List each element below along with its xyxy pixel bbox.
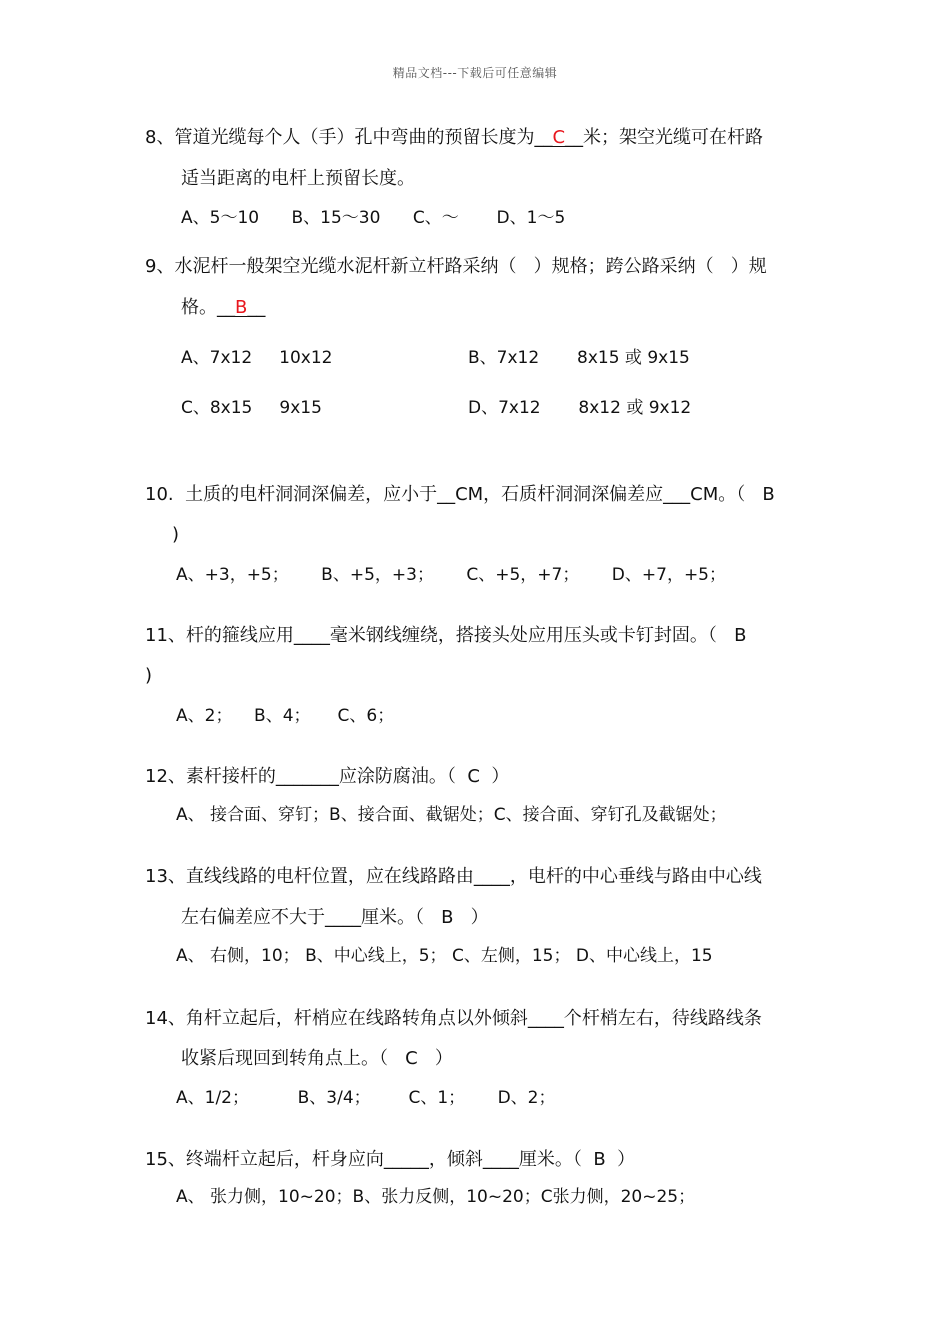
q8-text-post: 米；架空光缆可在杆路 bbox=[583, 127, 764, 148]
q12-options: A、 接合面、穿钉；B、接合面、截锯处；C、接合面、穿钉孔及截锯处； bbox=[176, 805, 727, 825]
q11-line2: ) bbox=[145, 665, 153, 686]
q13-line1: 13、直线线路的电杆位置，应在线路路由____，电杆的中心垂线与路由中心线 bbox=[145, 866, 762, 887]
q10-options: A、+3，+5； B、+5，+3； C、+5，+7； D、+7，+5； bbox=[176, 565, 727, 585]
q8-answer: C bbox=[552, 127, 566, 148]
q14-line2: 收紧后现回到转角点上。（ C ） bbox=[181, 1048, 453, 1069]
q9-text-pre: 格。 bbox=[181, 297, 217, 318]
q9-answer: B bbox=[235, 297, 248, 318]
q14-line1: 14、角杆立起后，杆梢应在线路转角点以外倾斜____个杆梢左右，待线路线条 bbox=[145, 1008, 762, 1029]
q8-text-pre: 8、管道光缆每个人（手）孔中弯曲的预留长度为 bbox=[145, 127, 535, 148]
q11-line1: 11、杆的箍线应用____毫米钢线缠绕，搭接头处应用压头或卡钉封固。（ B bbox=[145, 625, 747, 646]
q13-line2: 左右偏差应不大于____厘米。（ B ） bbox=[181, 907, 489, 928]
page-header: 精品文档---下载后可任意编辑 bbox=[392, 66, 558, 80]
q10-line1: 10. 土质的电杆洞洞深偏差，应小于__CM，石质杆洞洞深偏差应___CM。（ B bbox=[145, 484, 775, 505]
q13-options: A、 右侧，10； B、中心线上，5； C、左侧，15； D、中心线上，15 bbox=[176, 946, 713, 966]
q8-line2: 适当距离的电杆上预留长度。 bbox=[181, 168, 415, 189]
q10-line2: ) bbox=[172, 524, 180, 545]
q8-options: A、5～10 B、15～30 C、～ D、1～5 bbox=[181, 208, 566, 228]
q14-options: A、1/2； B、3/4； C、1； D、2； bbox=[176, 1088, 556, 1108]
q9-line2 bbox=[181, 296, 265, 320]
q11-options: A、2； B、4； C、6； bbox=[176, 706, 395, 726]
q12-line1: 12、素杆接杆的_______应涂防腐油。（ C ） bbox=[145, 766, 510, 787]
q9-option-d: D、7x12 8x12 或 9x12 bbox=[468, 398, 692, 418]
q8-answer-blank: __C__ bbox=[534, 127, 584, 148]
q9-option-a: A、7x12 10x12 bbox=[181, 348, 333, 368]
q9-line1: 9、水泥杆一般架空光缆水泥杆新立杆路采纳（ ）规格；跨公路采纳（ ）规 bbox=[145, 256, 767, 277]
q9-option-c: C、8x15 9x15 bbox=[181, 398, 322, 418]
q8-line1 bbox=[145, 126, 763, 150]
q15-options: A、 张力侧，10~20；B、张力反侧，10~20；C张力侧，20~25； bbox=[176, 1187, 696, 1207]
q9-answer-blank: __B__ bbox=[217, 297, 266, 318]
q15-line1: 15、终端杆立起后，杆身应向_____，倾斜____厘米。（ B ） bbox=[145, 1149, 636, 1170]
q9-option-b: B、7x12 8x15 或 9x15 bbox=[468, 348, 690, 368]
